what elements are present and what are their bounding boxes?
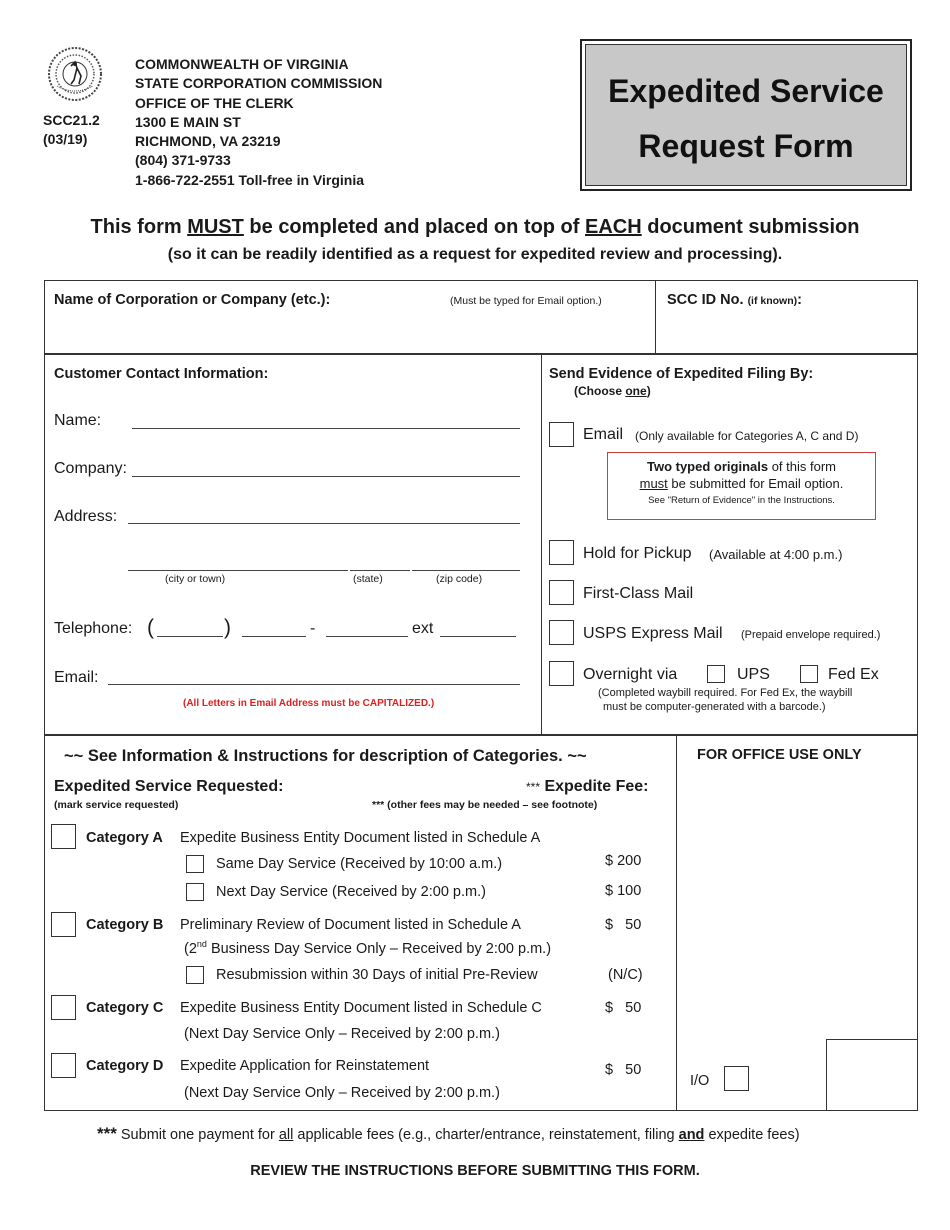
address-line: OFFICE OF THE CLERK	[135, 94, 294, 111]
choose-one-text: one	[625, 384, 647, 398]
notice-text: be submitted for Email option.	[667, 476, 844, 491]
form-number: SCC21.2	[43, 112, 100, 128]
footnote-stars: ***	[97, 1124, 117, 1143]
same-day-checkbox[interactable]	[186, 855, 204, 873]
office-use-heading: FOR OFFICE USE ONLY	[697, 747, 862, 763]
zip-caption: (zip code)	[436, 573, 483, 585]
email-option-label: Email	[583, 426, 624, 443]
scc-id-note: (if known)	[747, 295, 798, 307]
next-day-label: Next Day Service (Received by 2:00 p.m.)	[216, 884, 486, 900]
contact-evidence-section	[44, 354, 918, 735]
category-d-sub: (Next Day Service Only – Received by 2:00 p.m.)	[184, 1085, 500, 1101]
intro-text: This form	[90, 216, 188, 238]
payment-footnote	[97, 1124, 800, 1144]
category-c-sub: (Next Day Service Only – Received by 2:00 p.m.)	[184, 1026, 500, 1042]
sub-text: Business Day Service Only – Received by 2:00 p.m.)	[206, 940, 552, 957]
intro-text: be completed and placed on top of	[243, 216, 585, 238]
category-c-desc: Expedite Business Entity Document listed in Schedule C	[180, 1000, 542, 1016]
notice-must: must	[639, 476, 668, 491]
mark-service-note: (mark service requested)	[54, 799, 179, 811]
telephone-paren-close: )	[224, 616, 231, 639]
telephone-ext-field[interactable]	[440, 636, 516, 637]
footnote-and: and	[678, 1127, 705, 1143]
resubmission-checkbox[interactable]	[186, 966, 204, 984]
email-option-note: (Only available for Categories A, C and D)	[635, 429, 859, 443]
scc-id-text: SCC ID No.	[667, 292, 744, 308]
first-class-mail-checkbox[interactable]	[549, 580, 574, 605]
notice-line-3: See "Return of Evidence" in the Instructions.	[648, 495, 835, 506]
intro-line-2: (so it can be readily identified as a request for expedited review and processing).	[167, 246, 783, 263]
company-name-label: Name of Corporation or Company (etc.):	[54, 292, 331, 308]
category-d-desc: Expedite Application for Reinstatement	[180, 1058, 430, 1074]
overnight-checkbox[interactable]	[549, 661, 574, 686]
intro-line-1	[0, 216, 950, 239]
fee-stars: ***	[526, 780, 541, 794]
fedex-checkbox[interactable]	[800, 665, 818, 683]
category-c-label: Category C	[86, 1000, 164, 1016]
category-a-desc: Expedite Business Entity Document listed in Schedule A	[180, 830, 541, 846]
category-b-label: Category B	[86, 917, 164, 933]
agency-address	[135, 55, 382, 190]
address-line: COMMONWEALTH OF VIRGINIA	[135, 56, 349, 72]
sub-text: (2	[184, 940, 197, 957]
intro-must: MUST	[187, 216, 244, 238]
company-name-note: (Must be typed for Email option.)	[450, 295, 602, 307]
email-capitalize-note: (All Letters in Email Address must be CAPITALIZED.)	[183, 698, 435, 709]
sub-superscript: nd	[196, 939, 207, 949]
expedite-fee-note: *** (other fees may be needed – see footnote)	[372, 799, 598, 811]
expedite-fee-label	[526, 778, 649, 796]
category-d-fee: $ 50	[605, 1062, 642, 1078]
next-day-fee: $ 100	[605, 883, 642, 899]
resubmission-fee: (N/C)	[608, 967, 643, 983]
form-date: (03/19)	[43, 131, 88, 147]
usps-express-checkbox[interactable]	[549, 620, 574, 645]
contact-city-field[interactable]	[128, 570, 348, 571]
email-field[interactable]	[108, 684, 520, 685]
usps-express-note: (Prepaid envelope required.)	[741, 629, 881, 641]
io-checkbox[interactable]	[724, 1066, 749, 1091]
contact-address-field[interactable]	[128, 523, 520, 524]
notice-line-1	[608, 459, 875, 474]
office-stamp-box	[826, 1039, 918, 1111]
hold-for-pickup-label: Hold for Pickup	[583, 545, 692, 562]
scc-id-label	[667, 292, 802, 308]
review-instructions-notice: REVIEW THE INSTRUCTIONS BEFORE SUBMITTING THIS FORM.	[250, 1163, 700, 1179]
state-seal	[47, 46, 103, 102]
telephone-area-code-field[interactable]	[157, 636, 223, 637]
city-caption: (city or town)	[165, 573, 226, 585]
footnote-text: expedite fees)	[704, 1127, 800, 1143]
overnight-note-2: must be computer-generated with a barcode.)	[603, 701, 826, 713]
address-line: 1-866-722-2551 Toll-free in Virginia	[135, 171, 365, 188]
email-option-checkbox[interactable]	[549, 422, 574, 447]
telephone-prefix-field[interactable]	[242, 636, 306, 637]
company-name-field[interactable]	[52, 314, 648, 348]
footnote-text: Submit one payment for	[116, 1127, 279, 1143]
overnight-label: Overnight via	[583, 666, 678, 683]
service-requested-label: Expedited Service Requested:	[54, 778, 284, 795]
form-title-line2: Request Form	[638, 128, 854, 164]
intro-text: document submission	[641, 216, 860, 238]
category-b-desc: Preliminary Review of Document listed in Schedule A	[180, 917, 521, 933]
first-class-mail-label: First-Class Mail	[583, 585, 694, 602]
intro-each: EACH	[585, 216, 642, 238]
category-a-checkbox[interactable]	[51, 824, 76, 849]
category-b-checkbox[interactable]	[51, 912, 76, 937]
category-a-label: Category A	[86, 830, 163, 846]
category-b-sub	[184, 939, 551, 957]
contact-company-label: Company:	[54, 460, 127, 477]
evidence-heading: Send Evidence of Expedited Filing By:	[549, 366, 814, 382]
choose-text: (Choose	[574, 384, 626, 398]
same-day-label: Same Day Service (Received by 10:00 a.m.)	[216, 856, 503, 872]
hold-for-pickup-checkbox[interactable]	[549, 540, 574, 565]
email-label: Email:	[54, 669, 99, 686]
telephone-number-field[interactable]	[326, 636, 408, 637]
telephone-ext-label: ext	[412, 620, 434, 637]
footnote-text: applicable fees (e.g., charter/entrance, reinstatement, filing	[293, 1127, 679, 1143]
category-d-label: Category D	[86, 1058, 164, 1074]
address-line: STATE CORPORATION COMMISSION	[135, 75, 383, 92]
contact-zip-field[interactable]	[412, 570, 520, 571]
next-day-checkbox[interactable]	[186, 883, 204, 901]
same-day-fee: $ 200	[605, 853, 642, 869]
telephone-paren-open: (	[147, 616, 154, 639]
resubmission-label: Resubmission within 30 Days of initial Pre-Review	[216, 967, 538, 983]
choose-text: )	[646, 384, 651, 398]
category-d-checkbox[interactable]	[51, 1053, 76, 1078]
category-c-checkbox[interactable]	[51, 995, 76, 1020]
choose-one-note	[574, 384, 651, 398]
address-line: (804) 371-9733	[135, 152, 231, 169]
ups-label: UPS	[737, 666, 770, 683]
ups-checkbox[interactable]	[707, 665, 725, 683]
contact-name-field[interactable]	[132, 428, 520, 429]
scc-id-field[interactable]	[662, 314, 912, 348]
telephone-label: Telephone:	[54, 620, 133, 637]
notice-line-2	[608, 476, 875, 491]
hold-for-pickup-note: (Available at 4:00 p.m.)	[709, 547, 843, 562]
address-line: 1300 E MAIN ST	[135, 113, 241, 130]
contact-name-label: Name:	[54, 412, 102, 429]
state-caption: (state)	[353, 573, 383, 585]
contact-state-field[interactable]	[350, 570, 410, 571]
fedex-label: Fed Ex	[828, 666, 879, 683]
io-label: I/O	[690, 1073, 710, 1089]
category-c-fee: $ 50	[605, 1000, 642, 1016]
footnote-all: all	[278, 1127, 294, 1143]
contact-address-label: Address:	[54, 508, 118, 525]
contact-company-field[interactable]	[132, 476, 520, 477]
telephone-dash: -	[310, 620, 316, 637]
category-b-fee: $ 50	[605, 917, 642, 933]
fee-label-text: Expedite Fee:	[540, 778, 649, 795]
notice-bold: Two typed originals	[646, 459, 769, 474]
email-notice-box	[607, 452, 876, 520]
overnight-note-1: (Completed waybill required. For Fed Ex, the waybill	[598, 687, 853, 699]
contact-heading: Customer Contact Information:	[54, 366, 269, 382]
address-line: RICHMOND, VA 23219	[135, 133, 281, 150]
notice-text: of this form	[768, 459, 837, 474]
usps-express-label: USPS Express Mail	[583, 625, 723, 642]
categories-info-heading: ~~ See Information & Instructions for description of Categories. ~~	[64, 747, 587, 765]
form-title-box	[580, 39, 912, 191]
form-title-line1: Expedited Service	[608, 73, 884, 109]
scc-id-colon: :	[797, 292, 802, 308]
